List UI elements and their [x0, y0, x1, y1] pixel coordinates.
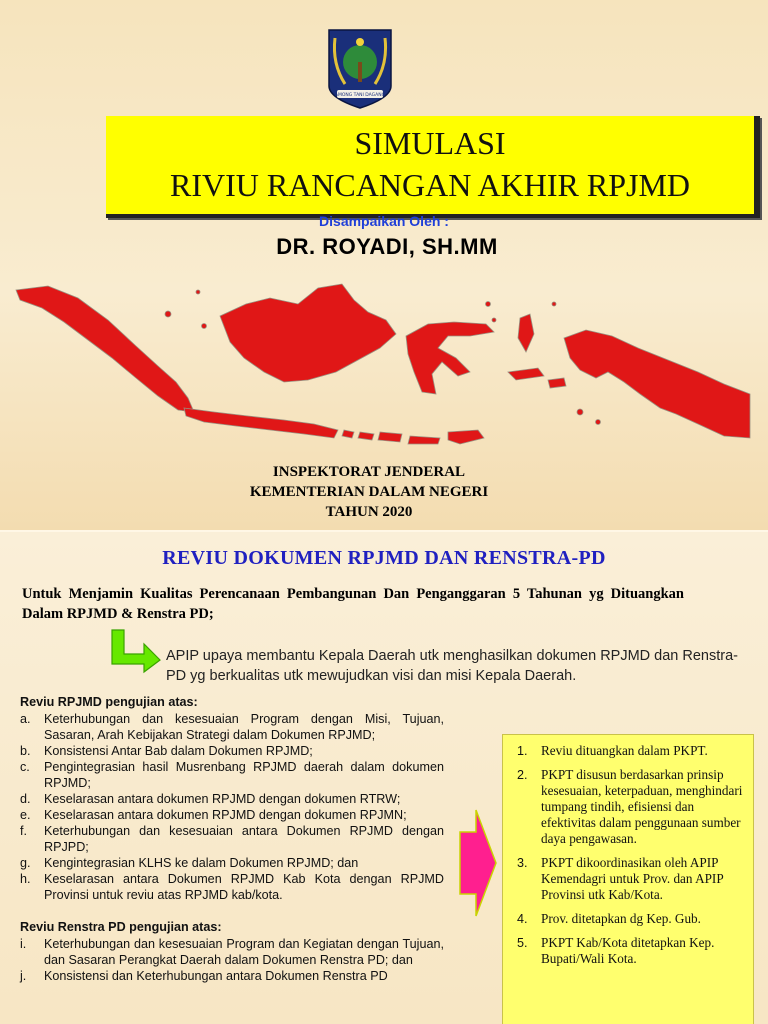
- list-item: e. Keselarasan antara dokumen RPJMD dengan dokumen RPJMN;: [20, 808, 407, 822]
- pkpt-list: [503, 735, 753, 967]
- review-criteria: [20, 694, 444, 984]
- list-item: j. Konsistensi dan Keterhubungan antara Dokumen Renstra PD: [20, 969, 388, 983]
- title-box: [106, 116, 760, 218]
- list-item: d. Keselarasan antara dokumen RPJMD dengan dokumen RTRW;: [20, 792, 401, 806]
- emblem-motto: AMONG TANI DAGANG: [334, 93, 386, 98]
- org-line-2: KEMENTERIAN DALAM NEGERI: [249, 484, 489, 500]
- renstra-list: [20, 936, 444, 984]
- list-item: i. Keterhubungan dan kesesuaian Program dan Kegiatan dengan Tujuan, dan Sasaran Perangkat Daerah dalam Dokumen Renstra PD; dan: [20, 937, 444, 967]
- indonesia-map-icon: [8, 262, 756, 472]
- list-item: 4. Prov. ditetapkan dg Kep. Gub.: [517, 911, 701, 926]
- list-item: g. Kengintegrasian KLHS ke dalam Dokumen RPJMD; dan: [20, 856, 359, 870]
- list-item: 5. PKPT Kab/Kota ditetapkan Kep. Bupati/Wali Kota.: [517, 935, 715, 966]
- list-item: 2. PKPT disusun berdasarkan prinsip kesesuaian, keterpaduan, menghindari tumpang tindih, efisiensi dan efektivitas dalam penggunaan sumber daya pengawasan.: [517, 767, 743, 846]
- list-item: b. Konsistensi Antar Bab dalam Dokumen RPJMD;: [20, 744, 313, 758]
- renstra-heading: Reviu Renstra PD pengujian atas:: [20, 920, 222, 934]
- org-line-3: TAHUN 2020: [325, 504, 413, 520]
- pink-right-arrow-icon: [458, 808, 498, 918]
- presenter-name: DR. ROYADI, SH.MM: [276, 234, 498, 259]
- list-item: h. Keselarasan antara Dokumen RPJMD Kab Kota dengan RPJMD Provinsi untuk reviu atas RPJMD kab/kota.: [20, 872, 444, 902]
- organization-block: [0, 462, 738, 522]
- title-line-1: SIMULASI: [354, 125, 506, 161]
- list-item: c. Pengintegrasian hasil Musrenbang RPJMD daerah dalam dokumen RPJMD;: [20, 760, 444, 790]
- rpjmd-list: [20, 711, 444, 903]
- kemendagri-emblem-icon: [327, 28, 393, 110]
- list-item: 3. PKPT dikoordinasikan oleh APIP Kemendagri untuk Prov. dan APIP Provinsi utk Kab/Kota.: [517, 855, 724, 902]
- apip-text: APIP upaya membantu Kepala Daerah utk menghasilkan dokumen RPJMD dan Renstra-PD yg berkualitas utk mewujudkan visi dan misi Kepala Daerah.: [166, 648, 738, 684]
- pkpt-notes-box: [502, 734, 754, 1024]
- presented-by-label: Disampaikan Oleh :: [319, 213, 449, 229]
- rpjmd-heading: Reviu RPJMD pengujian atas:: [20, 695, 198, 709]
- title-line-2: RIVIU RANCANGAN AKHIR RPJMD: [169, 167, 691, 203]
- list-item: a. Keterhubungan dan kesesuaian Program dengan Misi, Tujuan, Sasaran, Arah Kebijakan Strategi dalam Dokumen RPJMD;: [20, 712, 444, 742]
- list-item: 1. Reviu dituangkan dalam PKPT.: [517, 743, 708, 758]
- green-bent-arrow-icon: [110, 628, 162, 674]
- org-line-1: INSPEKTORAT JENDERAL: [272, 464, 466, 480]
- slide-heading: REVIU DOKUMEN RPJMD DAN RENSTRA-PD: [162, 547, 606, 569]
- intro-text: Untuk Menjamin Kualitas Perencanaan Pembangunan Dan Penganggaran 5 Tahunan yg Dituangkan Dalam RPJMD & Renstra PD;: [22, 586, 684, 622]
- list-item: f. Keterhubungan dan kesesuaian antara Dokumen RPJMD dengan RPJPD;: [20, 824, 444, 854]
- content-slide: [0, 532, 768, 1024]
